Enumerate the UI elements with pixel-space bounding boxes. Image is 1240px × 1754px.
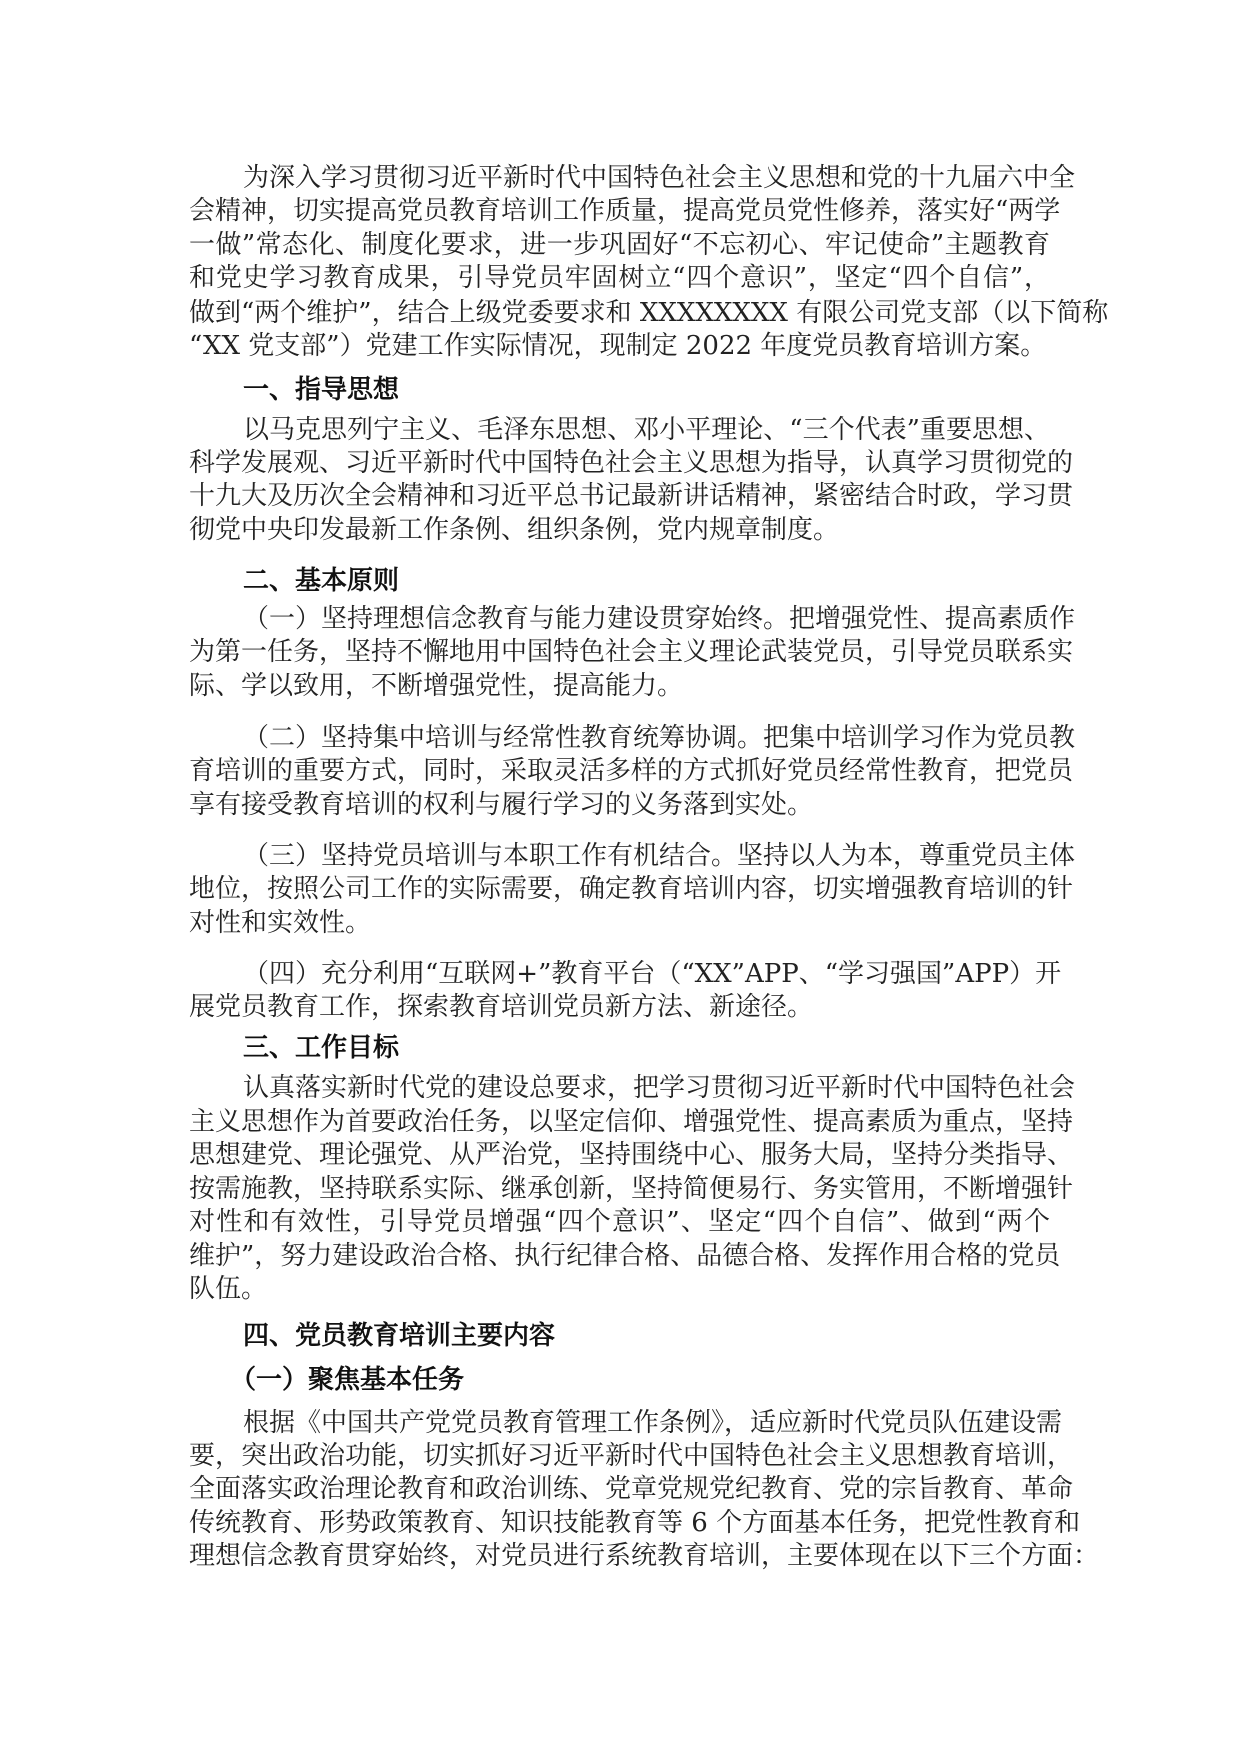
text-line: 对性和实效性。 [189, 908, 372, 938]
text-line: 为第一任务，坚持不懈地用中国特色社会主义理论武装党员，引导党员联系实 [189, 637, 1074, 667]
text-line: 思想建党、理论强党、从严治党，坚持围绕中心、服务大局，坚持分类指导、 [189, 1140, 1074, 1170]
text-line: 队伍。 [189, 1274, 268, 1304]
text-line: 做到“两个维护”，结合上级党委要求和 XXXXXXXX 有限公司党支部（以下简称 [189, 298, 1109, 328]
text-line: 全面落实政治理论教育和政治训练、党章党规党纪教育、党的宗旨教育、革命 [189, 1474, 1074, 1504]
text-line: 享有接受教育培训的权利与履行学习的义务落到实处。 [189, 790, 814, 820]
text-line: 根据《中国共产党党员教育管理工作条例》，适应新时代党员队伍建设需 [243, 1408, 1063, 1438]
text-line: （一）坚持理想信念教育与能力建设贯穿始终。把增强党性、提高素质作 [243, 604, 1076, 634]
text-line: 主义思想作为首要政治任务，以坚定信仰、增强党性、提高素质为重点，坚持 [189, 1107, 1074, 1137]
text-line: 展党员教育工作，探索教育培训党员新方法、新途径。 [189, 992, 814, 1022]
text-line: 以马克思列宁主义、毛泽东思想、邓小平理论、“三个代表”重要思想、 [243, 415, 1050, 445]
text-line: 际、学以致用，不断增强党性，提高能力。 [189, 671, 684, 701]
text-line: （四）充分利用“互联网+”教育平台（“XX”APP、“学习强国”APP）开 [243, 959, 1062, 989]
section-heading: 四、党员教育培训主要内容 [243, 1321, 556, 1351]
text-line: 十九大及历次全会精神和习近平总书记最新讲话精神，紧密结合时政，学习贯 [189, 481, 1074, 511]
text-line: （二）坚持集中培训与经常性教育统筹协调。把集中培训学习作为党员教 [243, 723, 1076, 753]
section-heading: 一、指导思想 [243, 375, 400, 405]
text-line: 育培训的重要方式，同时，采取灵活多样的方式抓好党员经常性教育，把党员 [189, 756, 1074, 786]
text-line: 要，突出政治功能，切实抓好习近平新时代中国特色社会主义思想教育培训， [189, 1441, 1074, 1471]
text-line: 对性和有效性，引导党员增强“四个意识”、坚定“四个自信”、做到“两个 [189, 1207, 1050, 1237]
section-heading: 二、基本原则 [243, 566, 400, 596]
section-heading: 三、工作目标 [243, 1033, 400, 1063]
text-line: 科学发展观、习近平新时代中国特色社会主义思想为指导，认真学习贯彻党的 [189, 448, 1074, 478]
text-line: 维护”，努力建设政治合格、执行纪律合格、品德合格、发挥作用合格的党员 [189, 1241, 1061, 1271]
text-line: 地位，按照公司工作的实际需要，确定教育培训内容，切实增强教育培训的针 [189, 874, 1074, 904]
text-line: 和党史学习教育成果，引导党员牢固树立“四个意识”，坚定“四个自信”， [189, 263, 1050, 293]
subsection-heading: （一）聚焦基本任务 [230, 1365, 465, 1395]
text-line: 一做”常态化、制度化要求，进一步巩固好“不忘初心、牢记使命”主题教育 [189, 230, 1050, 260]
text-line: （三）坚持党员培训与本职工作有机结合。坚持以人为本，尊重党员主体 [243, 841, 1076, 871]
text-line: 认真落实新时代党的建设总要求，把学习贯彻习近平新时代中国特色社会 [243, 1073, 1076, 1103]
text-line: “XX 党支部”）党建工作实际情况，现制定 2022 年度党员教育培训方案。 [189, 331, 1047, 361]
text-line: 会精神，切实提高党员教育培训工作质量，提高党员党性修养，落实好“两学 [189, 196, 1061, 226]
text-line: 传统教育、形势政策教育、知识技能教育等 6 个方面基本任务，把党性教育和 [189, 1508, 1081, 1538]
text-line: 按需施教，坚持联系实际、继承创新，坚持简便易行、务实管用，不断增强针 [189, 1174, 1074, 1204]
text-line: 彻党中央印发最新工作条例、组织条例，党内规章制度。 [189, 515, 840, 545]
text-line: 理想信念教育贯穿始终，对党员进行系统教育培训，主要体现在以下三个方面： [189, 1541, 1100, 1571]
text-line: 为深入学习贯彻习近平新时代中国特色社会主义思想和党的十九届六中全 [243, 163, 1076, 193]
